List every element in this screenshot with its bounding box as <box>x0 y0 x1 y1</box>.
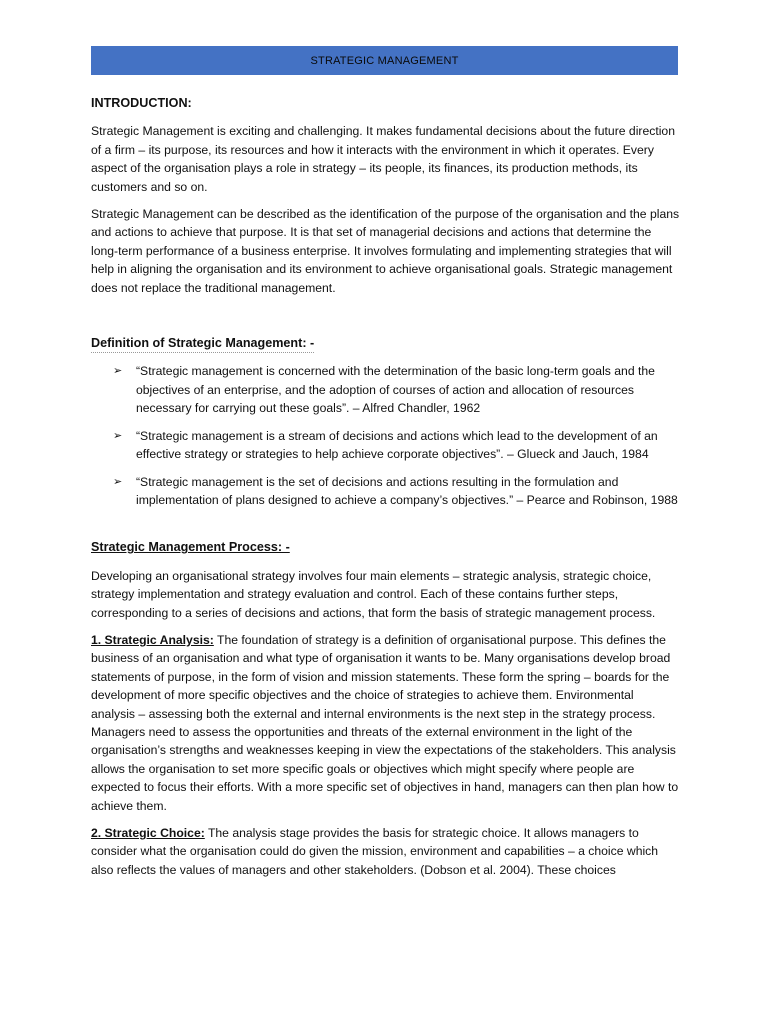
definition-item <box>91 427 681 464</box>
document-title: STRATEGIC MANAGEMENT <box>310 54 459 67</box>
definition-list <box>91 362 681 509</box>
document-title-bar <box>91 46 678 75</box>
document-body <box>91 94 681 888</box>
process-intro-paragraph: Developing an organisational strategy involves four main elements – strategic analysis, strategic choice, strategy implementation and strategy evaluation and control. Each of these contains further steps, corresponding to a series of decisions and actions, that form the basis of strategic management process. <box>91 568 656 620</box>
strategic-analysis-paragraph <box>91 631 681 815</box>
process-heading: Strategic Management Process: - <box>91 540 290 555</box>
definition-text: “Strategic management is concerned with the determination of the basic long-term goals and the objectives of an enterprise, and the adoption of courses of action and allocation of resources necessary for carrying out these goals”. – Alfred Chandler, 1962 <box>136 364 655 416</box>
definition-item <box>91 362 681 417</box>
arrow-bullet-icon: ➢ <box>113 365 123 378</box>
intro-paragraph-2: Strategic Management can be described as the identification of the purpose of the organisation and the plans and actions to achieve that purpose. It is that set of managerial decisions and actions that determine the long-term performance of a business enterprise. It involves formulating and implementing strategies that will help in aligning the organisation and its environment to achieve organisational goals. Strategic management does not replace the traditional management. <box>91 207 680 295</box>
strategic-choice-paragraph <box>91 824 681 879</box>
definition-item <box>91 473 681 510</box>
intro-paragraph-1: Strategic Management is exciting and challenging. It makes fundamental decisions about the future direction of a firm – its purpose, its resources and how it interacts with the environment in which it operates. Every aspect of the organisation plays a role in strategy – its people, its finances, its production methods, its customers and so on. <box>91 124 675 194</box>
introduction-heading: INTRODUCTION: <box>91 96 192 110</box>
strategic-analysis-heading: 1. Strategic Analysis: <box>91 632 214 647</box>
arrow-bullet-icon: ➢ <box>113 429 123 442</box>
strategic-choice-heading: 2. Strategic Choice: <box>91 826 205 840</box>
arrow-bullet-icon: ➢ <box>113 475 123 488</box>
strategic-choice-text: The analysis stage provides the basis for strategic choice. It allows managers to consider what the organisation could do given the mission, environment and capabilities – a choice which also reflects the values of managers and other stakeholders. (Dobson et al. 2004). These choices <box>91 826 659 877</box>
strategic-analysis-text: The foundation of strategy is a definition of organisational purpose. This defines the business of an organisation and what type of organisation it wants to be. Many organisations develop broad statements of purpose, in the form of vision and mission statements. These form the spring – boards for the development of more specific objectives and the choice of strategies to achieve them. Environmental analysis – assessing both the external and internal environments is the next step in the strategy process. Managers need to assess the opportunities and threats of the external environment in the light of the organisation’s strengths and weaknesses keeping in view the expectations of the stakeholders. This analysis allows the organisation to set more specific goals or objectives which might specify where people are expected to focus their efforts. With a more specific set of objectives in hand, managers can then plan how to achieve them. <box>91 632 679 813</box>
definition-text: “Strategic management is the set of decisions and actions resulting in the formulation and implementation of plans designed to achieve a company’s objectives.” – Pearce and Robinson, 1988 <box>136 474 678 507</box>
definition-text: “Strategic management is a stream of decisions and actions which lead to the development of an effective strategy or strategies to help achieve corporate objectives”. – Glueck and Jauch, 1984 <box>136 428 658 462</box>
definition-heading: Definition of Strategic Management: - <box>91 334 314 353</box>
